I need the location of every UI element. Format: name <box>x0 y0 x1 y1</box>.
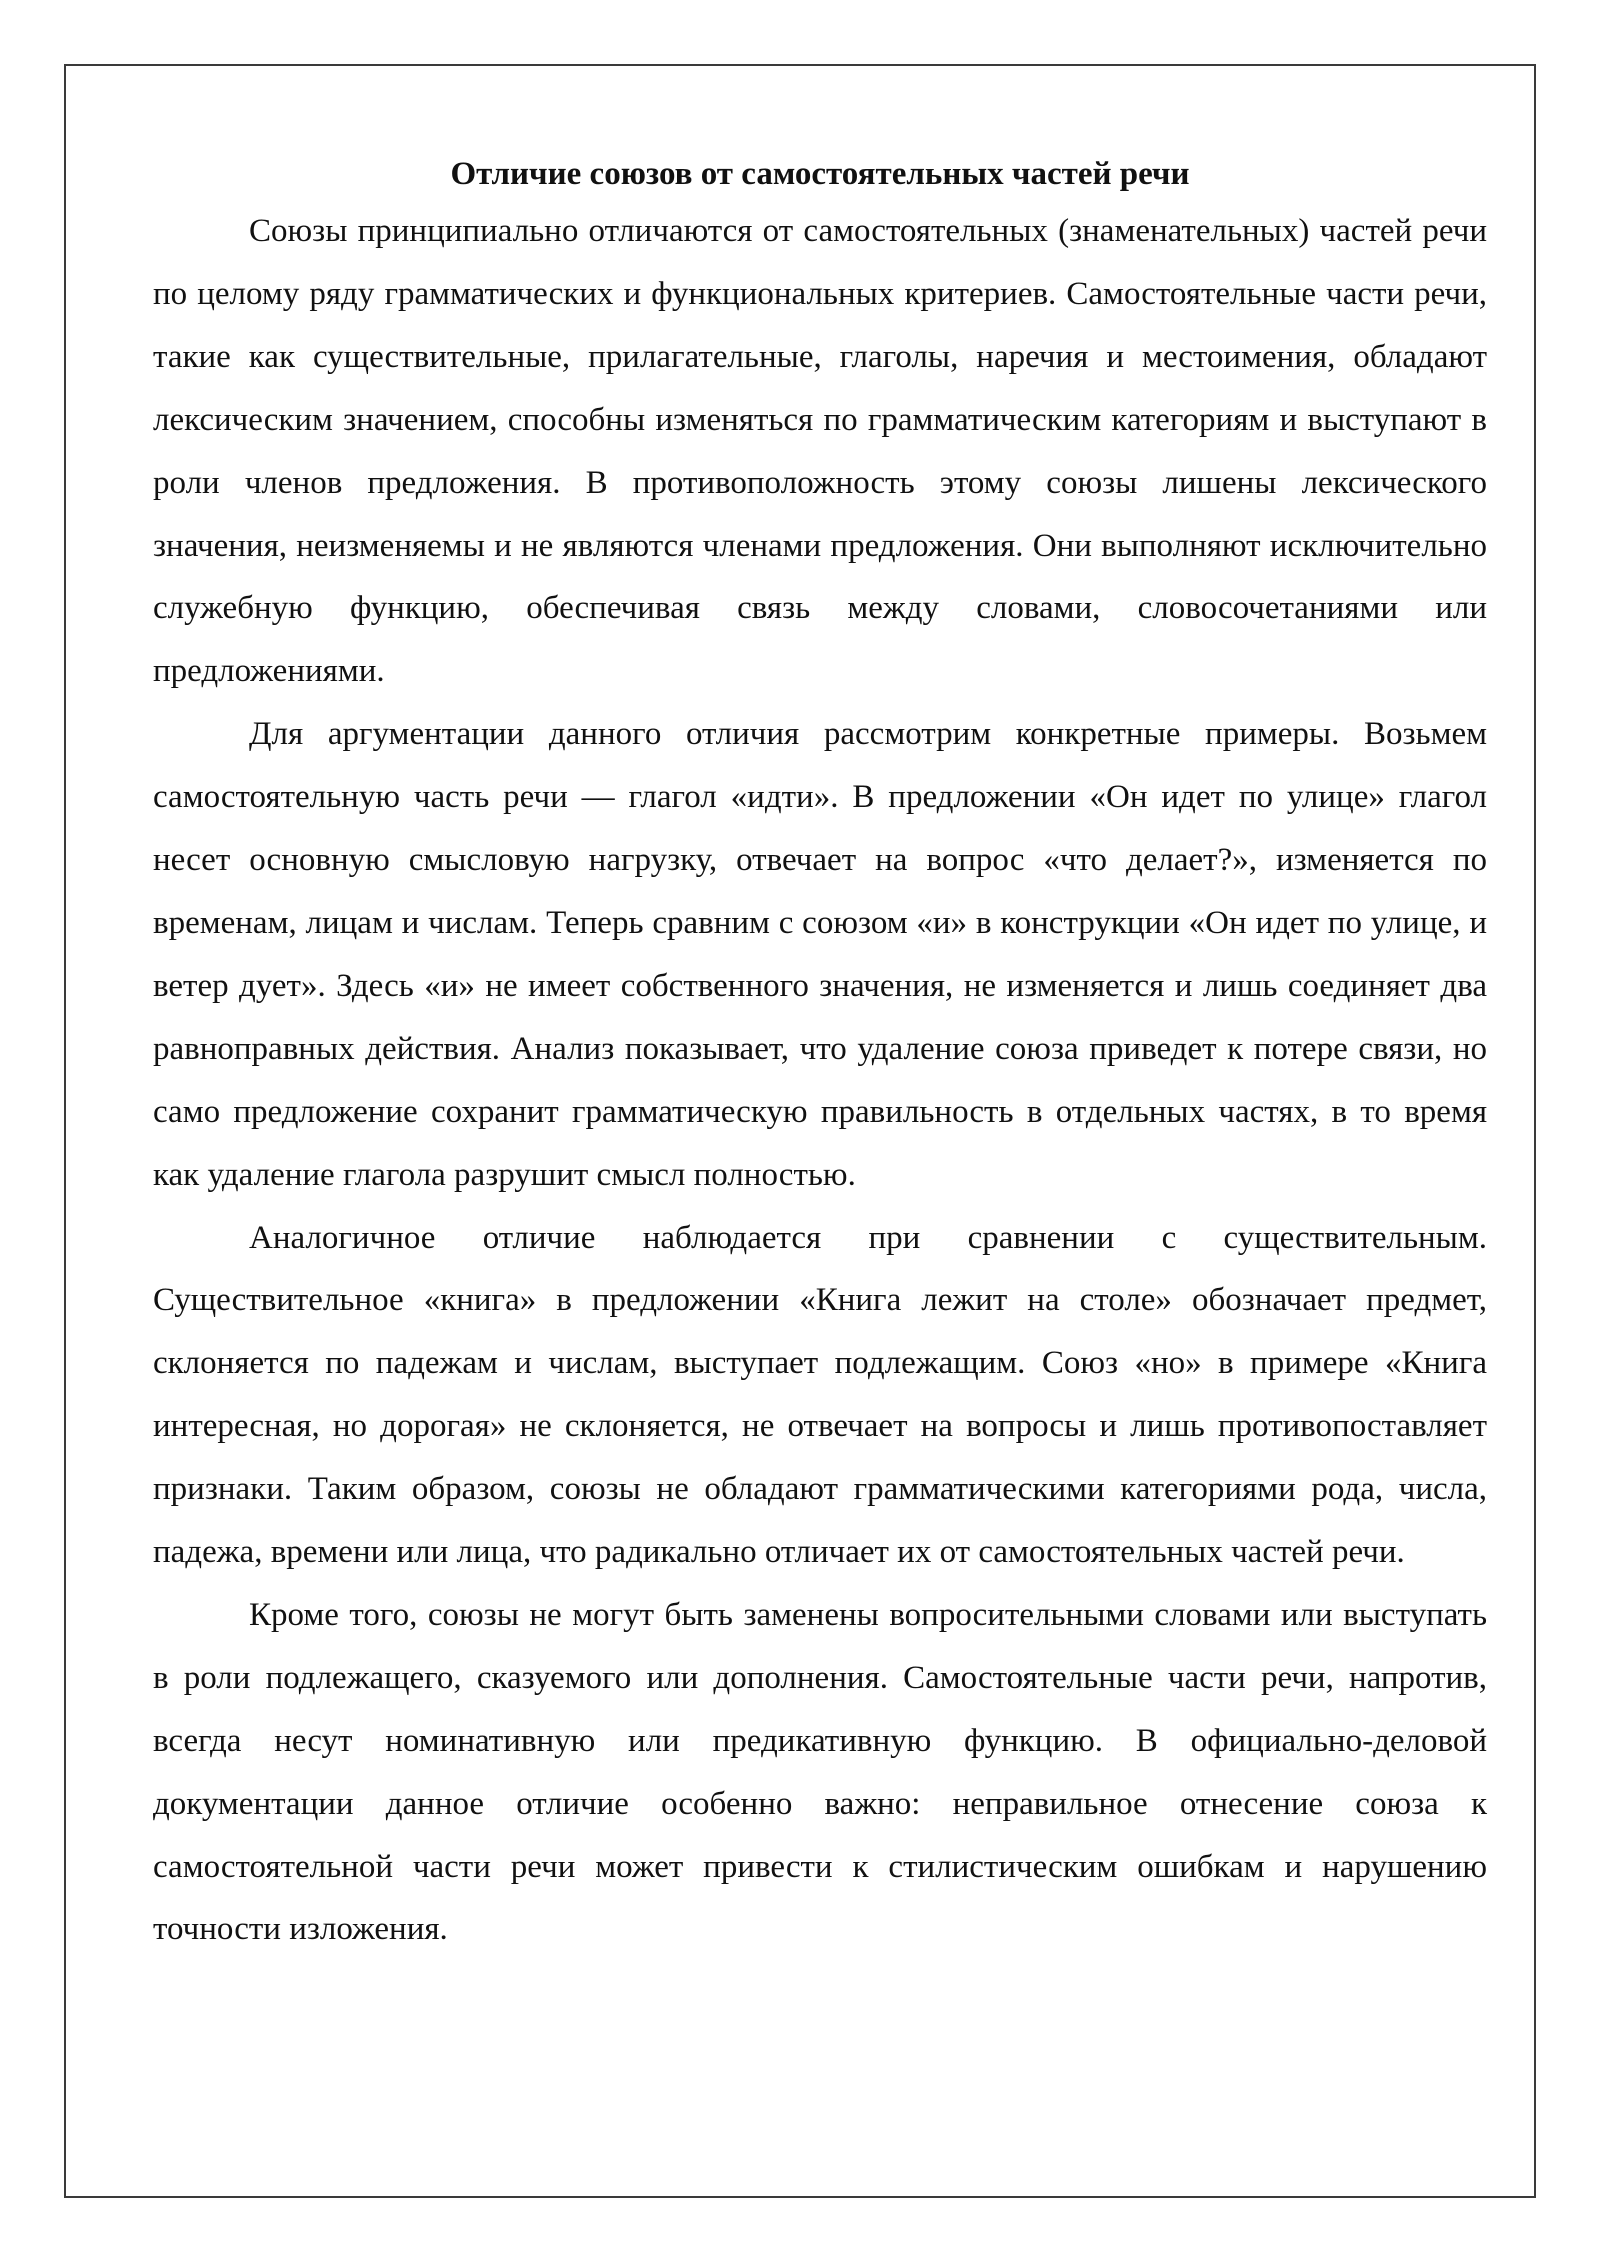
document-title: Отличие союзов от самостоятельных частей речи <box>450 156 1190 192</box>
document-body <box>153 148 1487 1961</box>
paragraph-3: Аналогичное отличие наблюдается при сравнении с существительным. Существительное «книга» в предложении «Книга лежит на столе» обозначает предмет, склоняется по падежам и числам, выступает подлежащим. Союз «но» в примере «Книга интересная, но дорогая» не склоняется, не отвечает на вопросы и лишь противопоставляет признаки. Таким образом, союзы не обладают грамматическими категориями рода, числа, падежа, времени или лица, что радикально отличает их от самостоятельных частей речи. <box>153 1219 1487 1571</box>
paragraph-4: Кроме того, союзы не могут быть заменены вопросительными словами или выступать в роли подлежащего, сказуемого или дополнения. Самостоятельные части речи, напротив, всегда несут номинативную или предикативную функцию. В официально-деловой документации данное отличие особенно важно: неправильное отнесение союза к самостоятельной части речи может привести к стилистическим ошибкам и нарушению точности изложения. <box>153 1596 1487 1948</box>
paragraph-1: Союзы принципиально отличаются от самостоятельных (знаменательных) частей речи по целому ряду грамматических и функциональных критериев. Самостоятельные части речи, такие как существительные, прилагательные, глаголы, наречия и местоимения, обладают лексическим значением, способны изменяться по грамматическим категориям и выступают в роли членов предложения. В противоположность этому союзы лишены лексического значения, неизменяемы и не являются членами предложения. Они выполняют исключительно служебную функцию, обеспечивая связь между словами, словосочетаниями или предложениями. <box>153 213 1487 690</box>
paragraph-2: Для аргументации данного отличия рассмотрим конкретные примеры. Возьмем самостоятельную часть речи — глагол «идти». В предложении «Он идет по улице» глагол несет основную смысловую нагрузку, отвечает на вопрос «что делает?», изменяется по временам, лицам и числам. Теперь сравним с союзом «и» в конструкции «Он идет по улице, и ветер дует». Здесь «и» не имеет собственного значения, не изменяется и лишь соединяет два равноправных действия. Анализ показывает, что удаление союза приведет к потере связи, но само предложение сохранит грамматическую правильность в отдельных частях, в то время как удаление глагола разрушит смысл полностью. <box>153 716 1487 1193</box>
